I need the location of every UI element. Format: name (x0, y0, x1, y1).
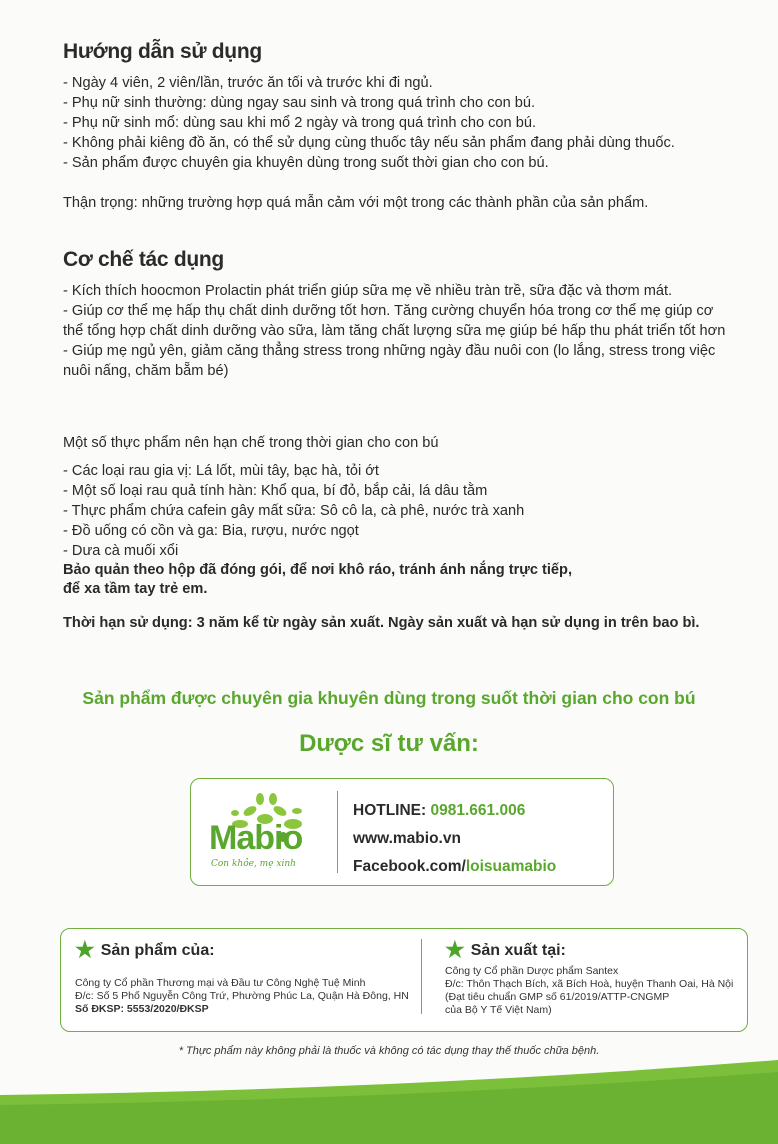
producer-line: Đ/c: Số 5 Phố Nguyễn Công Trứ, Phường Phúc La, Quận Hà Đông, HN (75, 990, 409, 1002)
limit-list (63, 461, 743, 633)
contact-box (190, 778, 614, 886)
producer-line: Công ty Cổ phần Thương mại và Đầu tư Công Nghệ Tuệ Minh (75, 977, 366, 989)
limit-item: - Đồ uống có cồn và ga: Bia, rượu, nước ngọt (63, 523, 359, 539)
green-wave-decoration (0, 1060, 778, 1144)
limit-item: - Một số loại rau quả tính hàn: Khổ qua, bí đỏ, bắp cải, lá dâu tằm (63, 483, 488, 499)
manufacturer-line: Đ/c: Thôn Thạch Bích, xã Bích Hoà, huyện Thanh Oai, Hà Nội (445, 978, 734, 990)
usage-item: - Phụ nữ sinh thường: dùng ngay sau sinh và trong quá trình cho con bú. (63, 95, 536, 111)
usage-list (63, 73, 743, 213)
divider (337, 791, 338, 873)
facebook-link[interactable] (353, 853, 556, 881)
divider (421, 939, 422, 1014)
limit-item: - Các loại rau gia vị: Lá lốt, mùi tây, bạc hà, tỏi ớt (63, 463, 379, 479)
storage-line: để xa tầm tay trẻ em. (63, 581, 208, 597)
star-icon: ★ (445, 937, 465, 962)
website-link[interactable]: www.mabio.vn (353, 830, 461, 847)
mechanism-list (63, 281, 733, 381)
usage-item: - Ngày 4 viên, 2 viên/lần, trước ăn tối và trước khi đi ngủ. (63, 75, 433, 91)
caution-text: Thận trọng: những trường hợp quá mẫn cảm với một trong các thành phần của sản phẩm. (63, 195, 649, 211)
mechanism-title: Cơ chế tác dụng (63, 248, 224, 271)
facebook-prefix: Facebook.com/ (353, 858, 466, 875)
shelf-life: Thời hạn sử dụng: 3 năm kể từ ngày sản xuất. Ngày sản xuất và hạn sử dụng in trên bao bì. (63, 615, 700, 631)
manufacturer-title: Sản xuất tại: (470, 942, 566, 959)
mabio-logo (205, 789, 325, 879)
usage-item: - Phụ nữ sinh mổ: dùng sau khi mổ 2 ngày và trong quá trình cho con bú. (63, 115, 536, 131)
limit-item: - Dưa cà muối xổi (63, 543, 179, 559)
producer-title: Sản phẩm của: (100, 942, 215, 959)
logo-text: Mabio (209, 819, 303, 857)
mechanism-item: - Giúp cơ thể mẹ hấp thụ chất dinh dưỡng tốt hơn. Tăng cường chuyển hóa trong cơ thể mẹ giúp cơ thể tổng hợp chất dinh dưỡng vào sữa, làm tăng chất lượng sữa mẹ giúp bé hấp thu phát triển tốt hơn (63, 303, 726, 339)
hotline-label: HOTLINE: (353, 802, 427, 819)
manufacturer-line: (Đạt tiêu chuẩn GMP số 61/2019/ATTP-CNGMP (445, 991, 670, 1003)
manufacturer-line: Công ty Cổ phần Dược phẩm Santex (445, 965, 619, 977)
tagline: Sản phẩm được chuyên gia khuyên dùng trong suốt thời gian cho con bú (82, 688, 696, 708)
usage-title: Hướng dẫn sử dụng (63, 40, 262, 63)
mechanism-item: - Giúp mẹ ngủ yên, giảm căng thẳng stress trong những ngày đầu nuôi con (lo lắng, stress trong việc nuôi nấng, chăm bẵm bé) (63, 343, 720, 379)
facebook-handle: loisuamabio (465, 858, 557, 875)
disclaimer: * Thực phẩm này không phải là thuốc và không có tác dụng thay thế thuốc chữa bệnh. (178, 1045, 600, 1057)
star-icon: ★ (75, 937, 95, 962)
manufacturer-line: của Bộ Y Tế Việt Nam) (445, 1004, 552, 1016)
producer-reg: Số ĐKSP: 5553/2020/ĐKSP (75, 1003, 209, 1015)
storage-line: Bảo quản theo hộp đã đóng gói, để nơi khô ráo, tránh ánh nắng trực tiếp, (63, 562, 573, 578)
limit-item: - Thực phẩm chứa cafein gây mất sữa: Sô cô la, cà phê, nước trà xanh (63, 503, 525, 519)
hotline-number[interactable]: 0981.661.006 (430, 802, 526, 819)
logo-slogan: Con khỏe, mẹ xinh (211, 859, 296, 869)
mechanism-item: - Kích thích hoocmon Prolactin phát triển giúp sữa mẹ về nhiều tràn trề, sữa đặc và thơm mát. (63, 283, 673, 299)
advice-title: Dược sĩ tư vấn: (299, 730, 479, 757)
usage-item: - Sản phẩm được chuyên gia khuyên dùng trong suốt thời gian cho con bú. (63, 155, 549, 171)
limit-title: Một số thực phẩm nên hạn chế trong thời gian cho con bú (63, 435, 439, 451)
company-box (60, 928, 748, 1032)
usage-item: - Không phải kiêng đồ ăn, có thể sử dụng cùng thuốc tây nếu sản phẩm đang phải dùng thuốc. (63, 135, 675, 151)
